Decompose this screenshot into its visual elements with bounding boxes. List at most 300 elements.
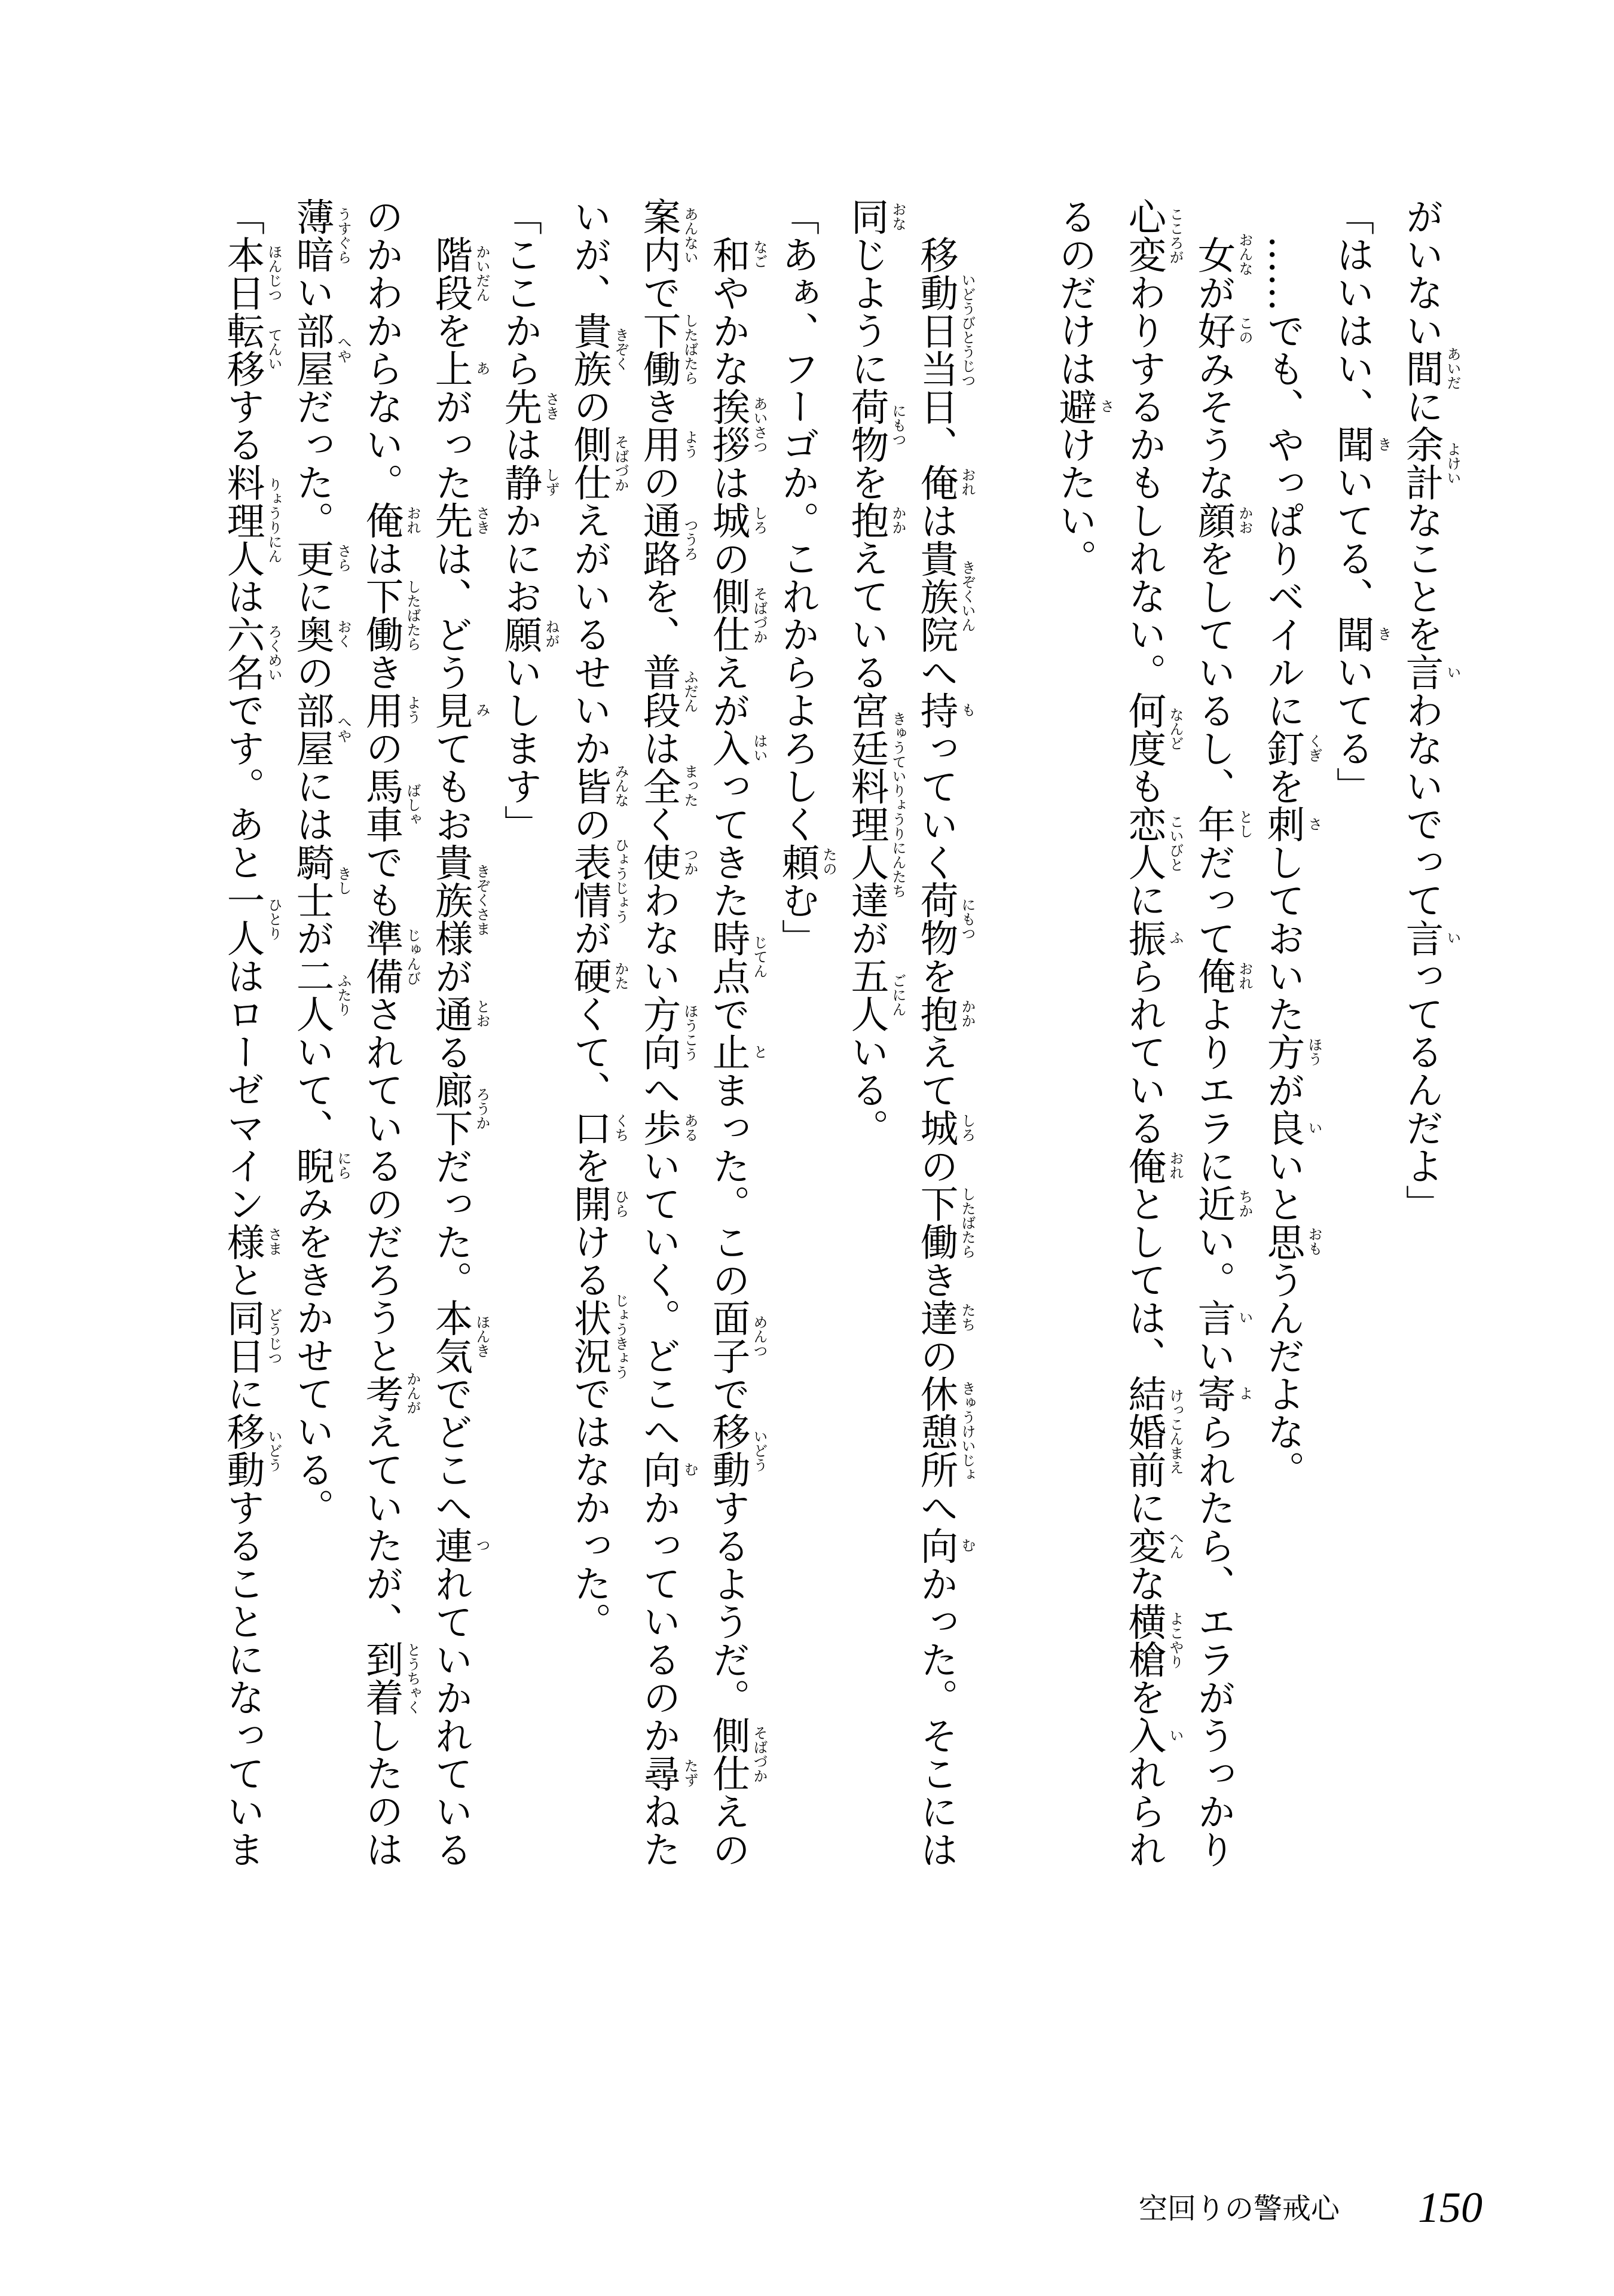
text-run: いと: [1261, 1146, 1306, 1223]
ruby-reading: おな: [889, 201, 906, 231]
ruby-base: 和: [707, 235, 751, 273]
text-run: けたい。: [1053, 425, 1098, 577]
ruby-reading: こいびと: [1167, 814, 1184, 872]
ruby-reading: よう: [404, 695, 421, 725]
text-run: の: [915, 1146, 959, 1184]
ruby-base: 挨拶: [707, 387, 751, 463]
text-run: うんだよな。: [1261, 1260, 1306, 1488]
ruby-base: 到着: [360, 1640, 404, 1716]
ruby-word: [1261, 1222, 1322, 1261]
ruby-word: [291, 1146, 351, 1185]
text-run: い。: [1192, 1222, 1236, 1299]
ruby-word: [1123, 1374, 1184, 1489]
text-run: む」: [776, 881, 820, 957]
text-run: に: [1123, 1488, 1167, 1526]
ruby-base: 案内: [637, 197, 681, 273]
ruby-reading: ひょうじょう: [612, 838, 629, 924]
text-run: へ: [915, 653, 959, 691]
ruby-base: 方: [1261, 1033, 1306, 1071]
ruby-reading: ほんき: [473, 1315, 490, 1358]
text-run: れられ: [1123, 1754, 1167, 1868]
text-run: を: [845, 463, 889, 501]
ruby-reading: ばしゃ: [404, 783, 421, 826]
ruby-reading: おれ: [1167, 1151, 1184, 1180]
text-line: [417, 197, 490, 1868]
ruby-base: 料理人: [221, 463, 265, 577]
ruby-word: [1331, 615, 1392, 654]
text-run: わないでって: [1400, 691, 1444, 919]
text-run: き: [915, 1260, 959, 1299]
ruby-base: 聞: [1331, 425, 1375, 463]
ruby-base: 下働: [915, 1184, 959, 1260]
ruby-base: 向: [915, 1526, 959, 1564]
text-run: られている: [1123, 957, 1167, 1147]
text-run: い: [1192, 1336, 1236, 1375]
text-run: ……でも、やっぱりベイルに: [1261, 235, 1306, 729]
ruby-base: 俺: [915, 463, 959, 501]
ruby-base: 宮廷料理人達: [845, 691, 889, 919]
ruby-word: [1192, 957, 1253, 995]
ruby-base: 硬: [568, 957, 612, 995]
ruby-base: 下働: [637, 311, 681, 387]
ruby-reading: じゅんび: [404, 928, 421, 985]
ruby-base: 良: [1261, 1109, 1306, 1147]
ruby-word: [637, 501, 698, 577]
ruby-base: 城: [707, 501, 751, 539]
text-run: の: [915, 1336, 959, 1375]
ruby-base: 睨: [291, 1146, 335, 1184]
ruby-base: 振: [1123, 918, 1167, 957]
text-run: ける: [568, 1222, 612, 1299]
ruby-base: 尋: [637, 1754, 681, 1792]
text-line: [486, 197, 560, 1830]
ruby-base: 見: [429, 691, 473, 729]
text-run: することになっていま: [221, 1488, 265, 1868]
ruby-reading: い: [1444, 664, 1461, 679]
ruby-word: [221, 1298, 282, 1375]
ruby-word: [1261, 1033, 1322, 1071]
ruby-reading: ねが: [543, 619, 560, 649]
ruby-reading: ろうか: [473, 1087, 490, 1130]
ruby-word: [845, 501, 906, 539]
ruby-base: 様: [221, 1222, 265, 1260]
ruby-reading: さま: [265, 1227, 282, 1256]
ruby-word: [221, 311, 282, 387]
text-line: [1387, 197, 1461, 1830]
ruby-base: 更: [291, 539, 335, 577]
text-run: は: [707, 463, 751, 501]
ruby-reading: ふ: [1167, 930, 1184, 945]
text-run: で: [707, 994, 751, 1033]
ruby-reading: くぎ: [1306, 733, 1322, 762]
text-run: を: [915, 957, 959, 995]
text-run: いていく。どこへ: [637, 1146, 681, 1451]
ruby-base: 余計: [1400, 425, 1444, 501]
ruby-base: 通: [429, 994, 473, 1033]
ruby-word: [707, 501, 768, 539]
ruby-base: 階段: [429, 235, 473, 312]
text-line: [763, 197, 837, 1830]
ruby-reading: つ: [473, 1538, 490, 1553]
ruby-word: [915, 881, 976, 957]
ruby-word: [360, 501, 421, 539]
ruby-base: 五人: [845, 957, 889, 1033]
ruby-word: [1123, 1602, 1184, 1678]
ruby-word: [637, 1754, 698, 1793]
text-run: でどこへ: [429, 1374, 473, 1526]
ruby-reading: かんが: [404, 1372, 421, 1415]
ruby-reading: したばたら: [681, 313, 698, 385]
ruby-base: 止: [707, 1033, 751, 1071]
ruby-reading: い: [1306, 1120, 1322, 1135]
text-run: で: [637, 273, 681, 312]
text-run: だった。: [291, 387, 335, 539]
text-run: る: [429, 1033, 473, 1071]
text-run: っていく: [915, 729, 959, 881]
ruby-word: [291, 691, 351, 767]
ruby-base: 用: [637, 425, 681, 463]
text-run: やかな: [707, 273, 751, 387]
text-run: です。あと: [221, 691, 265, 881]
ruby-reading: かお: [1236, 505, 1253, 535]
ruby-word: [568, 838, 629, 924]
ruby-reading: ほうこう: [681, 1004, 698, 1061]
ruby-word: [915, 1298, 976, 1337]
ruby-word: [707, 235, 768, 274]
ruby-word: [221, 615, 282, 691]
text-run: が: [568, 918, 612, 957]
ruby-reading: たず: [681, 1758, 698, 1788]
blank-line: [971, 197, 1041, 1830]
ruby-reading: しず: [543, 468, 560, 497]
ruby-reading: きゅうていりょうりにんたち: [889, 712, 906, 898]
ruby-base: 使: [637, 842, 681, 881]
ruby-word: [637, 1109, 698, 1147]
ruby-word: [1192, 501, 1253, 539]
ruby-word: [1123, 1526, 1184, 1565]
ruby-base: 間: [1400, 349, 1444, 387]
ruby-base: 状況: [568, 1298, 612, 1375]
ruby-word: [360, 577, 421, 653]
text-run: だった。: [429, 1146, 473, 1299]
text-line: [209, 197, 282, 1868]
ruby-reading: いどうびとうじつ: [959, 273, 976, 388]
ruby-base: 皆: [568, 767, 612, 805]
text-run: ではなかった。: [568, 1374, 612, 1640]
text-run: ってきた: [707, 767, 751, 919]
text-run: としては、: [1123, 1184, 1167, 1375]
ruby-base: 部屋: [291, 311, 335, 387]
text-run: てもお: [429, 729, 473, 843]
text-run: の: [568, 387, 612, 425]
ruby-word: [1123, 691, 1184, 767]
ruby-reading: くち: [612, 1113, 629, 1142]
ruby-reading: み: [473, 703, 490, 718]
ruby-word: [637, 1450, 698, 1489]
ruby-reading: おれ: [959, 468, 976, 497]
ruby-base: 荷物: [915, 881, 959, 957]
text-run: されているのだろうと: [360, 994, 404, 1375]
ruby-word: [221, 1222, 282, 1261]
text-run: だって: [1192, 842, 1236, 957]
ruby-base: 騎士: [291, 842, 335, 919]
ruby-word: [360, 1640, 421, 1716]
text-run: かにお: [499, 501, 543, 615]
ruby-base: 願: [499, 615, 543, 653]
ruby-reading: にもつ: [889, 404, 906, 447]
ruby-word: [1123, 1716, 1184, 1754]
ruby-word: [1400, 425, 1461, 501]
ruby-word: [360, 1372, 421, 1415]
ruby-reading: みんな: [612, 764, 629, 808]
text-run: き: [360, 653, 404, 691]
text-run: かった。そこには: [915, 1564, 959, 1868]
ruby-base: 頼: [776, 842, 820, 881]
text-run: いてる」: [1331, 653, 1375, 805]
ruby-reading: さき: [473, 505, 490, 535]
ruby-base: 同: [845, 197, 889, 236]
ruby-reading: たの: [820, 847, 837, 877]
ruby-base: 聞: [1331, 615, 1375, 653]
ruby-word: [291, 197, 351, 273]
ruby-reading: ふだん: [681, 669, 698, 713]
ruby-reading: おく: [335, 619, 351, 649]
text-run: を: [1123, 1678, 1167, 1716]
page-number: 150: [1418, 2184, 1482, 2231]
ruby-base: 準備: [360, 918, 404, 995]
ruby-reading: そばづか: [751, 586, 768, 644]
text-line: [1318, 197, 1392, 1830]
ruby-base: 側仕: [568, 425, 612, 501]
ruby-word: [429, 691, 490, 729]
ruby-reading: きぞく: [612, 328, 629, 371]
ruby-reading: とお: [473, 999, 490, 1028]
ruby-reading: けっこんまえ: [1167, 1388, 1184, 1474]
ruby-base: 横槍: [1123, 1602, 1167, 1678]
ruby-base: 何度: [1123, 691, 1167, 767]
ruby-word: [845, 387, 906, 463]
ruby-base: 部屋: [291, 691, 335, 767]
text-run: ねた: [637, 1792, 681, 1868]
ruby-reading: じょうきょう: [612, 1293, 629, 1379]
text-run: かっているのか: [637, 1488, 681, 1754]
ruby-base: 入: [1123, 1716, 1167, 1754]
text-run: をしているし、: [1192, 539, 1236, 805]
body-text: [209, 197, 1461, 1868]
ruby-base: 奥: [291, 615, 335, 653]
ruby-word: [637, 842, 698, 881]
ruby-base: 言: [1400, 653, 1444, 691]
ruby-reading: よう: [681, 429, 698, 459]
ruby-reading: こころが: [1167, 206, 1184, 264]
ruby-reading: とうちゃく: [404, 1642, 421, 1714]
ruby-word: [1123, 918, 1184, 957]
ruby-reading: いどう: [751, 1428, 768, 1472]
text-run: みそうな: [1192, 349, 1236, 501]
ruby-reading: ふたり: [335, 973, 351, 1016]
ruby-word: [221, 235, 282, 312]
ruby-word: [568, 1109, 629, 1147]
ruby-base: 口: [568, 1109, 612, 1147]
ruby-word: [568, 1293, 629, 1379]
text-run: が: [429, 957, 473, 995]
ruby-reading: い: [1444, 930, 1461, 945]
ruby-reading: い: [1167, 1727, 1184, 1742]
ruby-reading: さら: [335, 544, 351, 573]
ruby-reading: へん: [1167, 1531, 1184, 1560]
ruby-reading: ひとり: [265, 897, 282, 941]
text-run: に: [1123, 881, 1167, 919]
text-run: いが、: [568, 197, 612, 312]
text-run: を: [1261, 767, 1306, 805]
ruby-base: 下働: [360, 577, 404, 653]
ruby-reading: い: [1236, 1310, 1253, 1325]
ruby-reading: あんない: [681, 206, 698, 264]
ruby-base: 先: [499, 387, 543, 425]
text-run: を: [568, 1146, 612, 1184]
ruby-word: [707, 918, 768, 995]
ruby-word: [1192, 233, 1253, 276]
ruby-word: [845, 197, 906, 236]
ruby-base: 俺: [1192, 957, 1236, 995]
ruby-base: 二人: [291, 957, 335, 1033]
ruby-word: [1400, 918, 1461, 957]
ruby-reading: かか: [889, 505, 906, 535]
ruby-word: [915, 1184, 976, 1260]
ruby-base: 顔: [1192, 501, 1236, 539]
ruby-base: 移動: [707, 1412, 751, 1488]
text-run: えがいるせいか: [568, 501, 612, 767]
text-run: しておいた: [1261, 842, 1306, 1033]
ruby-word: [499, 463, 560, 502]
ruby-word: [568, 311, 629, 387]
ruby-reading: じてん: [751, 935, 768, 978]
ruby-base: 同日: [221, 1298, 265, 1375]
ruby-word: [1192, 1374, 1253, 1413]
ruby-base: 言: [1400, 918, 1444, 957]
ruby-word: [915, 1374, 976, 1489]
ruby-reading: あ: [473, 361, 490, 375]
ruby-word: [707, 387, 768, 463]
ruby-reading: てんい: [265, 328, 282, 371]
ruby-word: [1192, 311, 1253, 350]
text-run: の: [568, 805, 612, 843]
text-run: と: [221, 1260, 265, 1299]
ruby-word: [915, 463, 976, 502]
text-line: [902, 197, 976, 1868]
text-run: は、どう: [429, 539, 473, 691]
text-run: でも: [360, 842, 404, 919]
ruby-base: 抱: [845, 501, 889, 539]
ruby-reading: かた: [612, 961, 629, 990]
ruby-base: 城: [915, 1109, 959, 1147]
ruby-base: 避: [1053, 387, 1098, 425]
ruby-base: 本日: [221, 235, 265, 312]
ruby-word: [915, 1109, 976, 1147]
ruby-reading: しろ: [751, 505, 768, 535]
ruby-word: [1261, 729, 1322, 767]
ruby-reading: さ: [1306, 816, 1322, 831]
ruby-reading: きぞくさま: [473, 863, 490, 936]
ruby-word: [221, 1412, 282, 1488]
ruby-base: 変: [1123, 1526, 1167, 1564]
ruby-word: [568, 425, 629, 501]
text-run: がいない: [1400, 197, 1444, 349]
text-run: えが: [707, 653, 751, 729]
ruby-base: 側仕: [707, 1716, 751, 1792]
text-run: が: [845, 918, 889, 957]
text-line: [1110, 197, 1184, 1868]
text-run: の: [291, 653, 335, 691]
ruby-reading: どうじつ: [265, 1308, 282, 1365]
text-run: みをきかせている。: [291, 1184, 335, 1526]
ruby-word: [360, 767, 421, 843]
ruby-word: [429, 501, 490, 539]
text-run: 「ここから: [499, 197, 543, 387]
ruby-word: [637, 994, 698, 1071]
ruby-word: [845, 957, 906, 1033]
ruby-base: 寄: [1192, 1374, 1236, 1412]
ruby-word: [429, 349, 490, 387]
ruby-word: [637, 425, 698, 463]
ruby-base: 表情: [568, 842, 612, 919]
ruby-reading: へや: [335, 335, 351, 364]
ruby-base: 入: [707, 729, 751, 767]
ruby-base: 全: [637, 767, 681, 805]
ruby-base: 側仕: [707, 577, 751, 653]
ruby-base: 恋人: [1123, 805, 1167, 881]
text-run: 「あぁ、フーゴか。これからよろしく: [776, 197, 820, 843]
text-run: する: [221, 387, 265, 463]
text-run: まった。この: [707, 1070, 751, 1299]
ruby-word: [1261, 805, 1322, 843]
ruby-word: [360, 918, 421, 995]
ruby-word: [637, 197, 698, 273]
ruby-reading: よ: [1236, 1386, 1253, 1401]
ruby-word: [1123, 197, 1184, 273]
ruby-word: [429, 842, 490, 957]
ruby-reading: この: [1236, 316, 1253, 345]
ruby-reading: さ: [1098, 399, 1114, 414]
text-run: えて: [915, 1033, 959, 1109]
ruby-reading: かか: [959, 999, 976, 1028]
ruby-base: 俺: [1123, 1146, 1167, 1184]
ruby-base: 廊下: [429, 1070, 473, 1147]
text-run: えていたが、: [360, 1412, 404, 1640]
text-run: わない: [637, 881, 681, 995]
text-run: るのだけは: [1053, 197, 1098, 387]
text-run: に: [291, 577, 335, 615]
ruby-base: 上: [429, 349, 473, 387]
ruby-base: 静: [499, 463, 543, 501]
ruby-word: [1123, 805, 1184, 881]
ruby-reading: はい: [751, 733, 768, 762]
ruby-base: 馬車: [360, 767, 404, 843]
ruby-reading: おんな: [1236, 233, 1253, 276]
ruby-reading: ひら: [612, 1189, 629, 1218]
ruby-base: 時点: [707, 918, 751, 995]
ruby-reading: ほう: [1306, 1037, 1322, 1066]
ruby-base: 移動日当日: [915, 235, 959, 425]
ruby-reading: めんつ: [751, 1315, 768, 1358]
ruby-reading: さき: [543, 392, 560, 421]
ruby-base: 連: [429, 1526, 473, 1564]
ruby-base: 歩: [637, 1109, 681, 1147]
text-run: が: [1261, 1070, 1306, 1109]
ruby-word: [291, 539, 351, 578]
ruby-word: [1192, 805, 1253, 843]
ruby-word: [568, 957, 629, 995]
